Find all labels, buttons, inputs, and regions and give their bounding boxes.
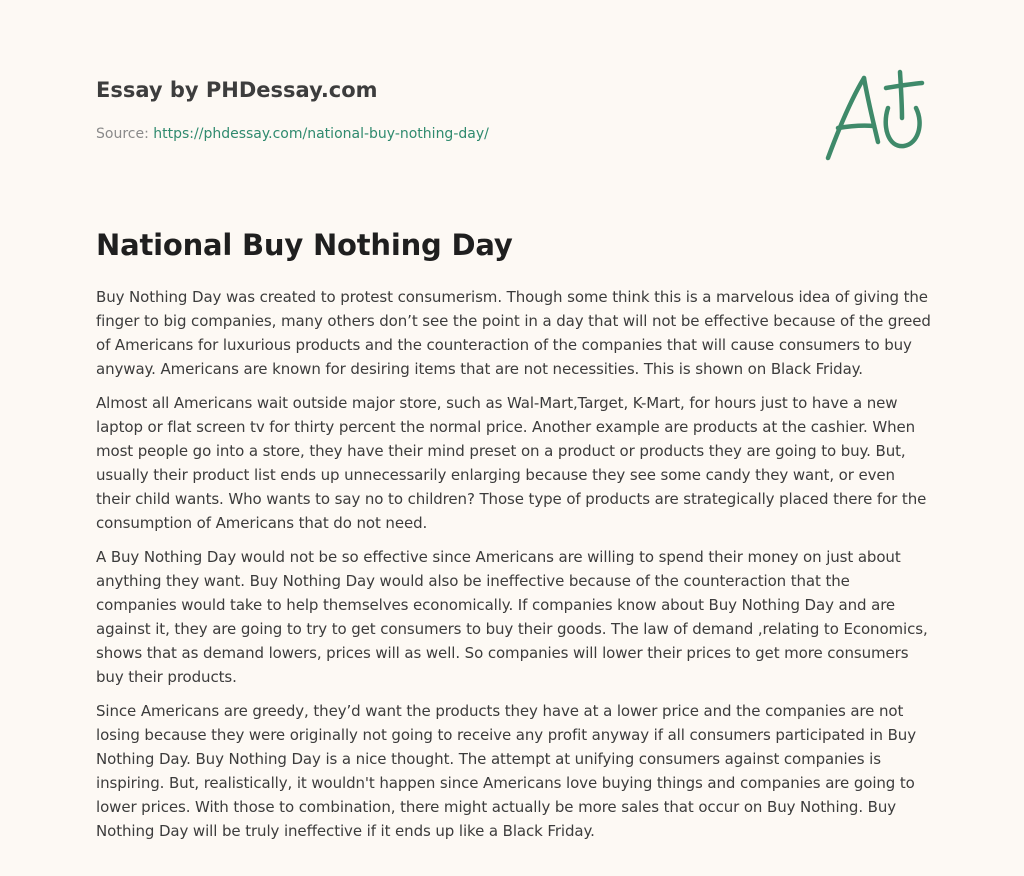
source-label: Source: <box>96 126 154 142</box>
paragraph-1: Buy Nothing Day was created to protest consumerism. Though some think this is a marvelous idea of giving the finger to big companies, many others don’t see the point in a day that will not be effective because of the greed of Americans for luxurious products and the counteraction of the companies that will cause consumers to buy anyway. Americans are known for desiring items that are not necessities. This is shown on Black Friday. <box>96 288 931 378</box>
source-line <box>96 124 489 144</box>
page-header <box>96 76 928 142</box>
paragraph-4: Since Americans are greedy, they’d want the products they have at a lower price and the companies are not losing because they were originally not going to receive any profit anyway if all consumers participated in Buy Nothing Day. Buy Nothing Day is a nice thought. The attempt at unifying consumers against companies is inspiring. But, realistically, it wouldn't happen since Americans love buying things and companies are going to lower prices. With those to combination, there might actually be more sales that occur on Buy Nothing. Buy Nothing Day will be truly ineffective if it ends up like a Black Friday. <box>96 702 916 840</box>
document-title: National Buy Nothing Day <box>96 228 513 262</box>
a-plus-logo-icon <box>818 66 930 166</box>
site-title: Essay by PHDessay.com <box>96 78 378 102</box>
document-body <box>96 285 932 853</box>
paragraph-3: A Buy Nothing Day would not be so effective since Americans are willing to spend their money on just about anything they want. Buy Nothing Day would also be ineffective because of the counteraction that the companies would take to help themselves economically. If companies know about Buy Nothing Day and are against it, they are going to try to get consumers to buy their goods. The law of demand ,relating to Economics, shows that as demand lowers, prices will as well. So companies will lower their prices to get more consumers buy their products. <box>96 548 928 686</box>
source-link[interactable]: https://phdessay.com/national-buy-nothing-day/ <box>153 126 489 142</box>
paragraph-2: Almost all Americans wait outside major store, such as Wal-Mart,Target, K-Mart, for hours just to have a new laptop or flat screen tv for thirty percent the normal price. Another example are products at the cashier. When most people go into a store, they have their mind preset on a product or products they are going to buy. But, usually their product list ends up unnecessarily enlarging because they see some candy they want, or even their child wants. Who wants to say no to children? Those type of products are strategically placed there for the consumption of Americans that do not need. <box>96 394 927 532</box>
